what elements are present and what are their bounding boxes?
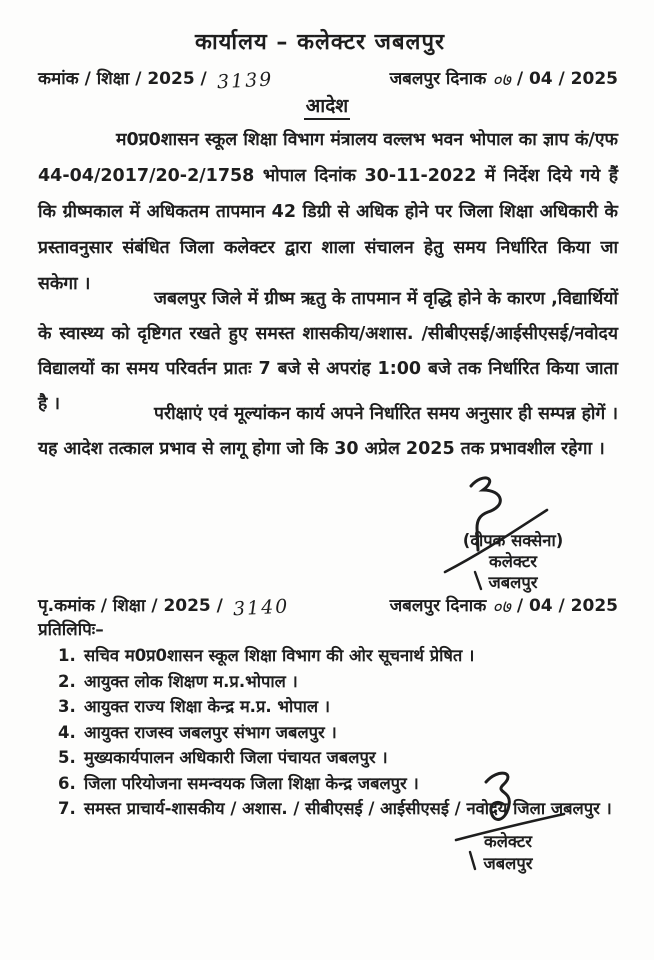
signature-block-1 xyxy=(438,530,588,593)
date-tail: / 04 / 2025 xyxy=(516,69,618,89)
copy-item: 6. जिला परियोजना समन्वयक जिला शिक्षा केन्द्र जबलपुर । xyxy=(58,773,419,793)
reference-line-bottom xyxy=(38,593,618,621)
copy-item: 3. आयुक्त राज्य शिक्षा केन्द्र म.प्र. भोपाल । xyxy=(58,697,331,716)
signature-block-2 xyxy=(448,831,568,875)
reference-number-handwritten: 3139 xyxy=(216,68,274,94)
paragraph-3: परीक्षाएं एवं मूल्यांकन कार्य अपने निर्धारित समय अनुसार ही सम्पन्न होगें । यह आदेश तत्काल प्रभाव से लागू होगा जो कि 30 अप्रेल 2025 तक प्रभावशील रहेगा । xyxy=(38,404,618,459)
endorsement-number-label: पृ.कमांक / शिक्षा / 2025 / xyxy=(38,596,223,616)
endorsement-number xyxy=(38,593,290,621)
reference-number-label: कमांक / शिक्षा / 2025 / xyxy=(38,69,207,89)
order-heading: आदेश xyxy=(0,92,654,118)
signatory-designation: कलेक्टर xyxy=(489,552,537,571)
date-handwritten: ०७ xyxy=(491,69,512,92)
place-date-label: जबलपुर दिनाक xyxy=(389,69,487,89)
endorsement-number-handwritten: 3140 xyxy=(232,595,290,621)
endorsement-place-date xyxy=(390,593,618,617)
endorsement-date-tail: / 04 / 2025 xyxy=(516,596,618,616)
signatory-place: जबलपुर xyxy=(483,854,533,873)
endorsement-place-date-label: जबलपुर दिनाक xyxy=(389,596,487,616)
copy-item: 4. आयुक्त राजस्व जबलपुर संभाग जबलपुर । xyxy=(58,722,337,742)
signatory-place: जबलपुर xyxy=(488,573,538,592)
copies-list xyxy=(58,643,618,822)
copy-item: 7. समस्त प्राचार्य-शासकीय / अशास. / सीबीएसई / आईसीएसई / नवोदय जिला जबलपुर । xyxy=(58,799,612,818)
copy-item: 2. आयुक्त लोक शिक्षण म.प्र.भोपाल । xyxy=(58,671,298,691)
copy-item: 5. मुख्यकार्यपालन अधिकारी जिला पंचायत जबलपुर । xyxy=(58,748,388,767)
endorsement-date-handwritten: ०७ xyxy=(491,596,512,619)
office-title: कार्यालय – कलेक्टर जबलपुर xyxy=(195,30,445,55)
signatory-designation: कलेक्टर xyxy=(484,832,532,851)
paragraph-2: जबलपुर जिले में ग्रीष्म ऋतु के तापमान में वृद्धि होने के कारण ,विद्यार्थियों के स्वास्थ्य को दृष्टिगत रखते हुए समस्त शासकीय/अशास. /सीबीएसई/आईसीएसई/नवोदय विद्यालयों का समय परिवर्तन प्रातः 7 बजे से अपरांह 1:00 बजे तक निर्धारित किया जाता है । xyxy=(38,289,618,414)
signatory-name: (दीपक सक्सेना) xyxy=(462,531,564,550)
reference-line-top xyxy=(38,66,618,94)
copies-heading: प्रतिलिपिः– xyxy=(38,620,104,640)
paragraph-1: म0प्र0शासन स्कूल शिक्षा विभाग मंत्रालय वल्लभ भवन भोपाल का ज्ञाप कं/एफ 44-04/2017/20-2/1758 भोपाल दिनांक 30-11-2022 में निर्देश दिये गये हैं कि ग्रीष्मकाल में अधिकतम तापमान 42 डिग्री से अधिक होने पर जिला शिक्षा अधिकारी के प्रस्तावनुसार संबंधित जिला कलेक्टर द्वारा शाला संचालन हेतु समय निर्धारित किया जा सकेगा । xyxy=(38,130,618,294)
reference-number xyxy=(38,66,274,94)
place-date xyxy=(390,66,618,90)
copy-item: 1. सचिव म0प्र0शासन स्कूल शिक्षा विभाग की ओर सूचनार्थ प्रेषित । xyxy=(58,646,475,665)
